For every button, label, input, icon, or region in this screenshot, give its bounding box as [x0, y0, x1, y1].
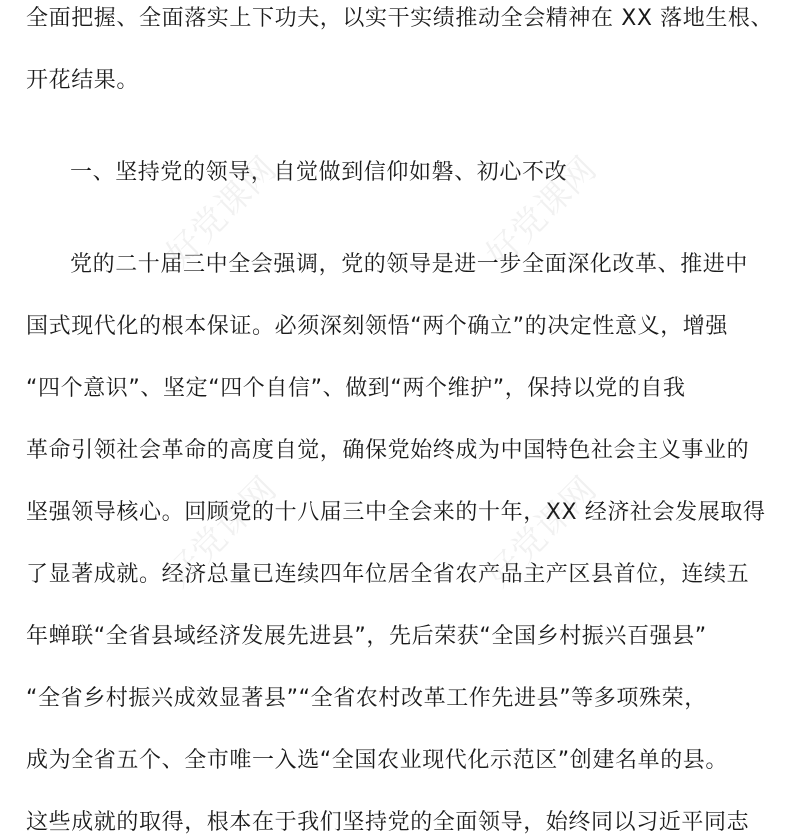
body-line-9: 年蝉联“全省县域经济发展先进县”，先后荣获“全国乡村振兴百强县”: [26, 624, 707, 649]
body-line-4: 国式现代化的根本保证。必须深刻领悟“两个确立”的决定性意义，增强: [26, 314, 728, 339]
body-line-3: 党的二十届三中全会强调，党的领导是进一步全面深化改革、推进中: [70, 252, 749, 277]
body-line-12: 这些成就的取得，根本在于我们坚持党的全面领导，始终同以习近平同志: [26, 810, 750, 835]
body-line-8: 了显著成就。经济总量已连续四年位居全省农产品主产区县首位，连续五: [26, 562, 750, 587]
watermark-text: 好党课网: [478, 148, 605, 276]
body-line-5: “四个意识”、坚定“四个自信”、做到“两个维护”，保持以党的自我: [26, 376, 686, 401]
body-line-2: 开花结果。: [26, 68, 140, 93]
body-line-11: 成为全省五个、全市唯一入选“全国农业现代化示范区”创建名单的县。: [26, 748, 728, 773]
watermark-text: 好党课网: [158, 148, 285, 276]
body-line-6: 革命引领社会革命的高度自觉，确保党始终成为中国特色社会主义事业的: [26, 438, 750, 463]
section-heading: 一、坚持党的领导，自觉做到信仰如磐、初心不改: [70, 160, 568, 185]
watermark-text: 好党课网: [478, 468, 605, 596]
body-line-1: 全面把握、全面落实上下功夫，以实干实绩推动全会精神在 XX 落地生根、: [26, 6, 774, 31]
body-line-7: 坚强领导核心。回顾党的十八届三中全会来的十年，XX 经济社会发展取得: [26, 500, 766, 525]
body-line-10: “全省乡村振兴成效显著县”“全省农村改革工作先进县”等多项殊荣，: [26, 686, 707, 711]
watermark-text: 好党课网: [158, 468, 285, 596]
